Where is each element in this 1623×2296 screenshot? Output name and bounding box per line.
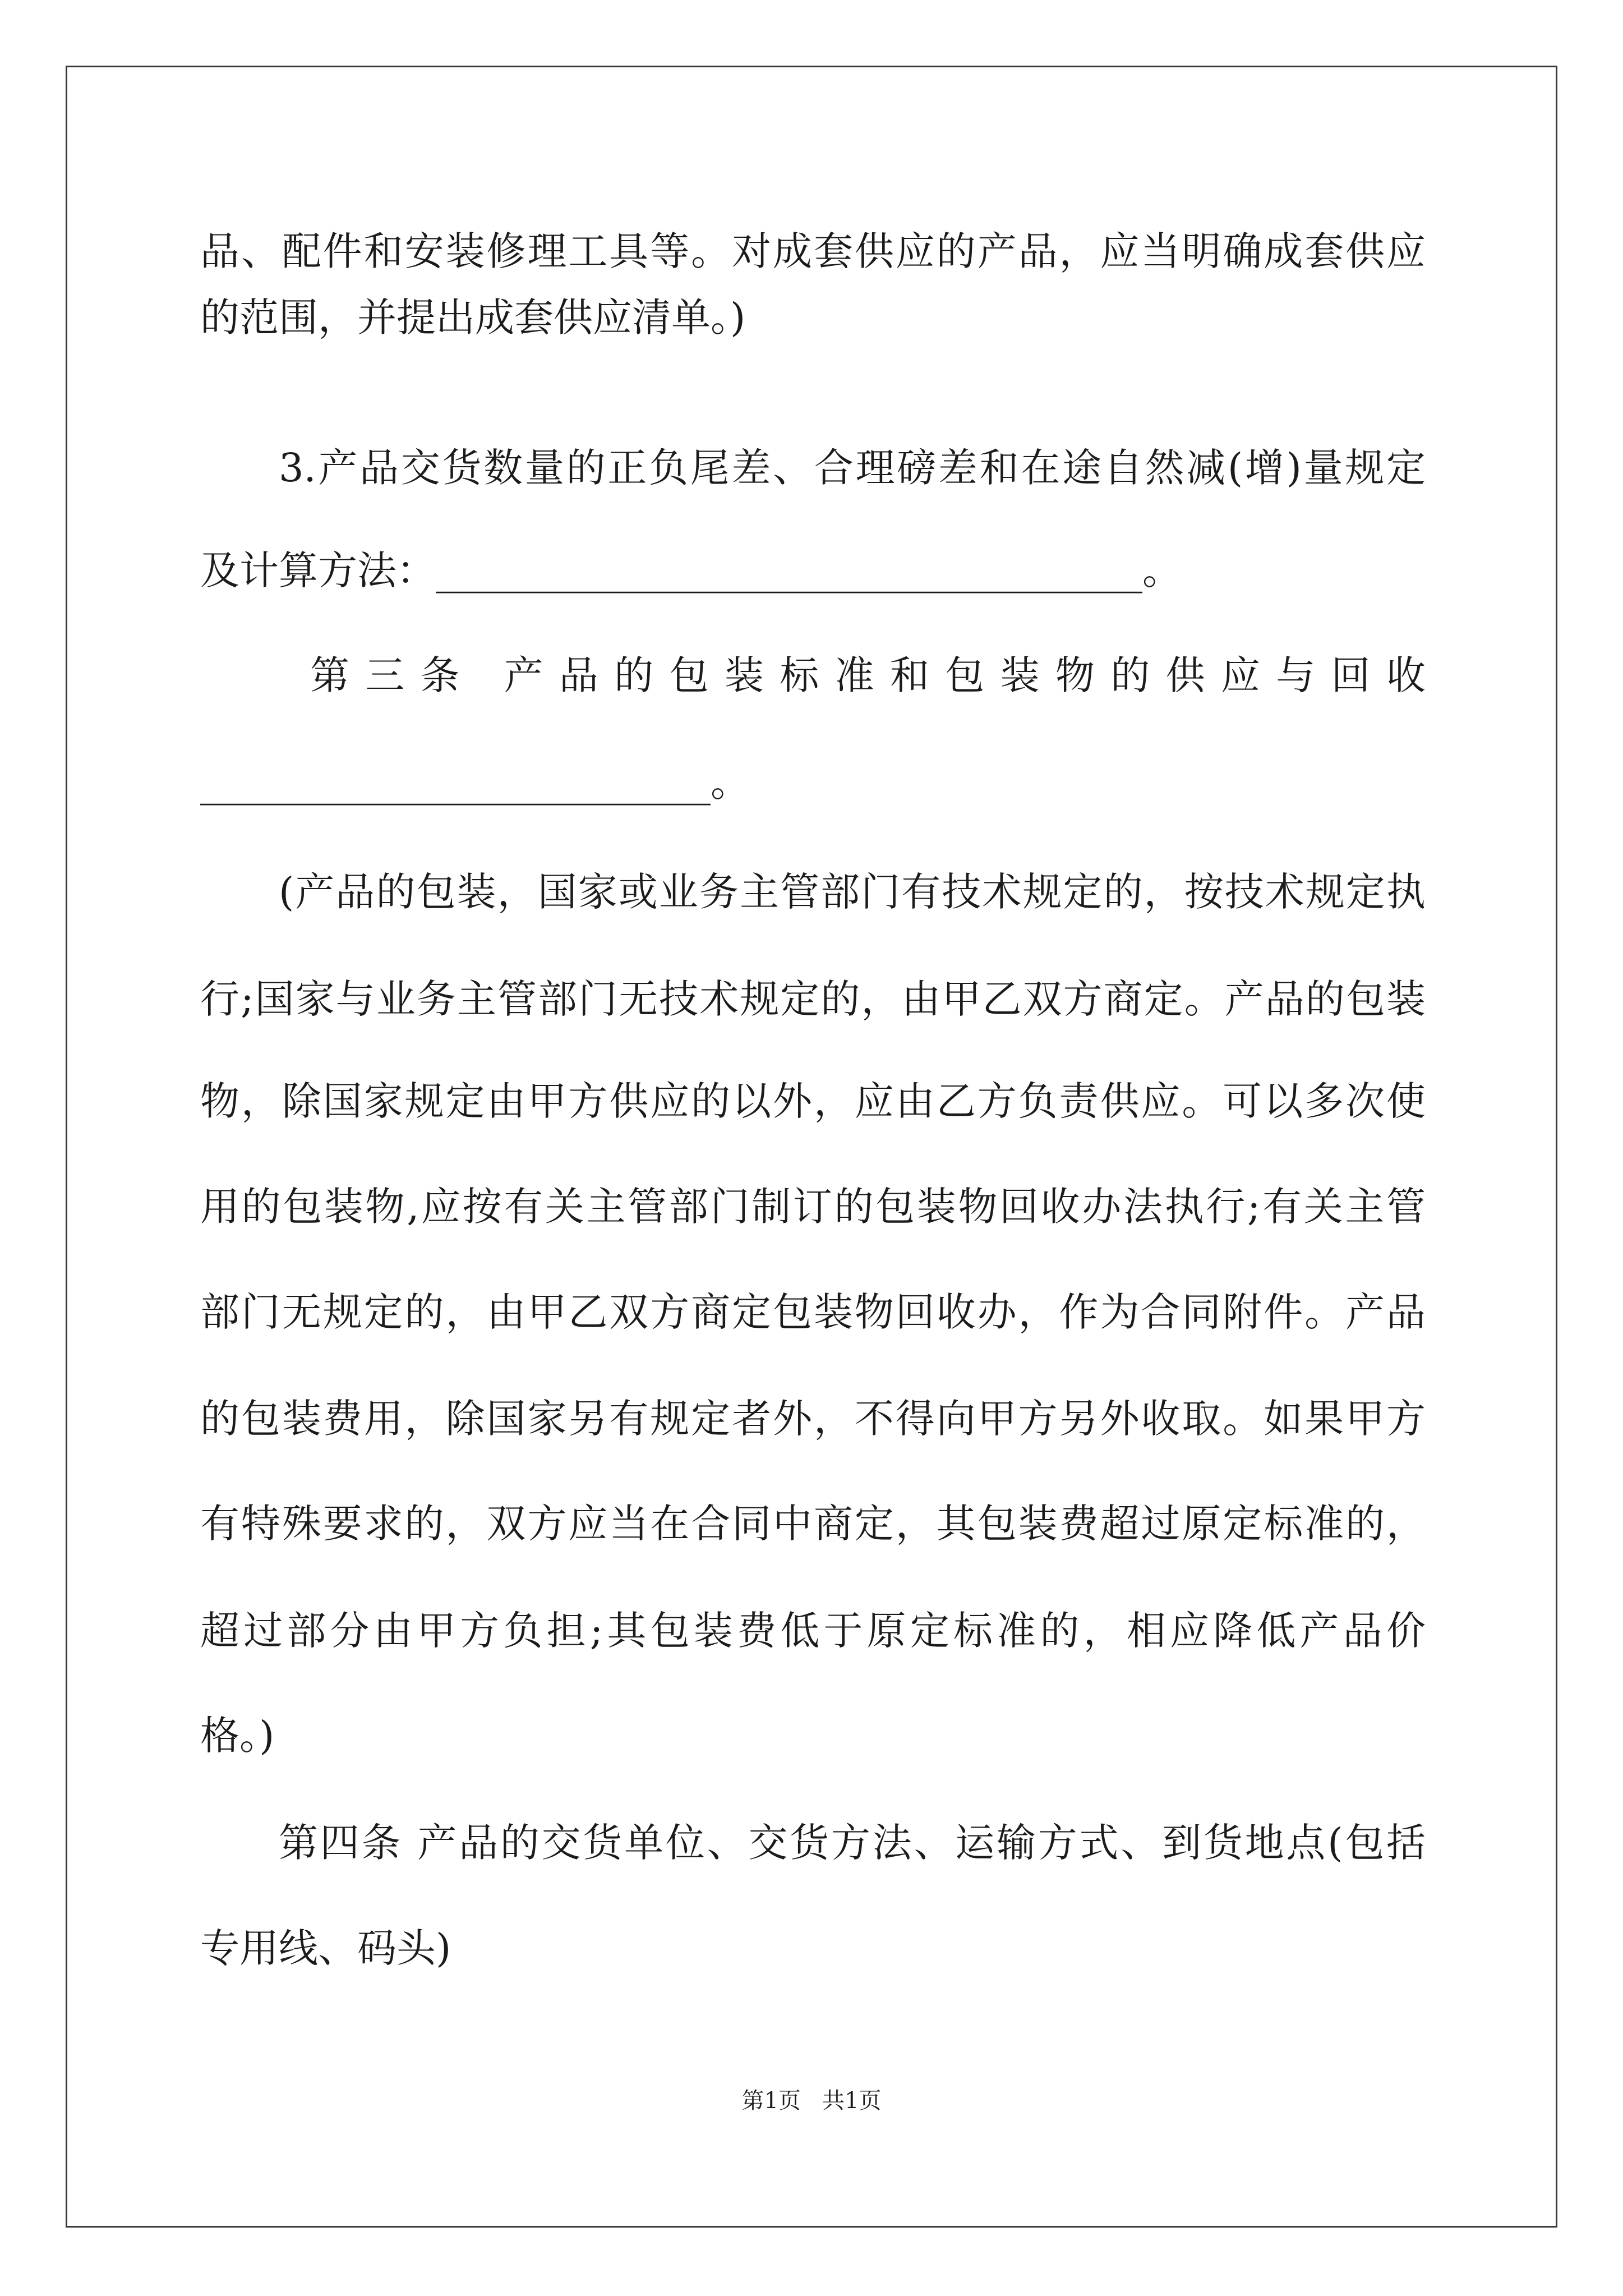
text-line: 超过部分由甲方负担;其包装费低于原定标准的，相应降低产品价 [200,1608,1426,1654]
article-heading: 第三条 产品的包装标准和包装物的供应与回收 [310,652,1426,698]
text-line-with-blank: 及计算方法：____________________________________。 [200,547,1182,593]
text-line: 行;国家与业务主管部门无技术规定的，由甲乙双方商定。产品的包装 [200,976,1426,1022]
text-line: 3.产品交货数量的正负尾差、合理磅差和在途自然减(增)量规定 [279,445,1426,491]
text-line: 专用线、码头) [200,1925,451,1971]
text-line: 的范围，并提出成套供应清单。) [200,295,746,341]
text-line: 品、配件和安装修理工具等。对成套供应的产品，应当明确成套供应 [200,228,1426,274]
text-line: 有特殊要求的，双方应当在合同中商定，其包装费超过原定标准的， [200,1501,1426,1547]
text-line: 物，除国家规定由甲方供应的以外，应由乙方负责供应。可以多次使 [200,1078,1426,1124]
page-border [66,66,1557,2228]
text-line-with-blank: __________________________。 [200,760,750,806]
text-line: 部门无规定的，由甲乙双方商定包装物回收办，作为合同附件。产品 [200,1289,1426,1335]
text-line: 格。) [200,1713,275,1759]
text-line: 用的包装物,应按有关主管部门制订的包装物回收办法执行;有关主管 [200,1184,1426,1230]
article-heading: 第四条 产品的交货单位、交货方法、运输方式、到货地点(包括 [279,1820,1426,1866]
text-line: (产品的包装，国家或业务主管部门有技术规定的，按技术规定执 [279,869,1426,915]
page-number-footer: 第1页 共1页 [741,2088,882,2114]
text-line: 的包装费用，除国家另有规定者外，不得向甲方另外收取。如果甲方 [200,1396,1426,1442]
